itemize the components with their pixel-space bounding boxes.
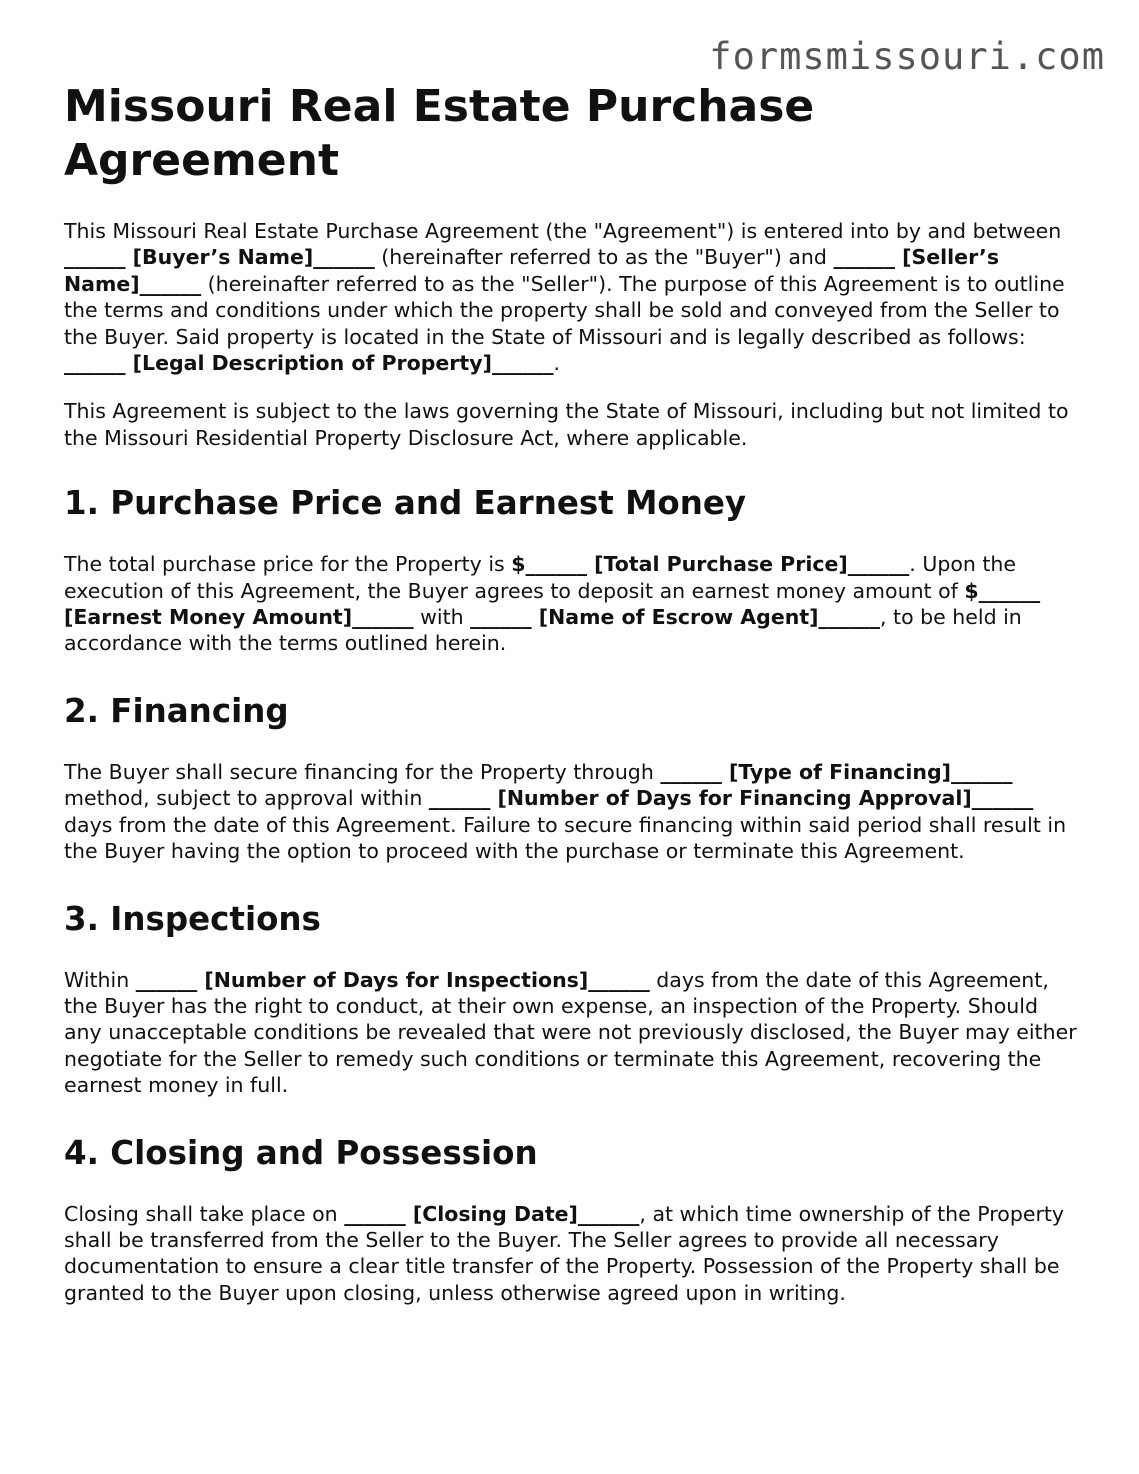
inspections-text-1: Within: [64, 967, 136, 992]
governing-law-paragraph: This Agreement is subject to the laws governing the State of Missouri, including but not limited to the Missouri Residential Property Disclosure Act, where applicable.: [64, 399, 1069, 450]
financing-text-3: days from the date of this Agreement. Failure to secure financing within said period shall result in the Buyer having the option to proceed with the purchase or terminate this Agreement.: [64, 812, 1067, 864]
legal-description-field: ______ [Legal Description of Property]______: [64, 351, 554, 376]
buyer-name-field: ______ [Buyer’s Name]______: [64, 245, 375, 270]
inspection-days-field: ______ [Number of Days for Inspections]______: [135, 967, 650, 992]
intro-paragraph: [64, 218, 1079, 376]
financing-type-field: ______ [Type of Financing]______: [660, 759, 1013, 784]
intro-text-2: (hereinafter referred to as the "Buyer") and: [374, 245, 834, 270]
purchase-text-4: , to be held in accordance with the terms outlined herein.: [64, 605, 1022, 656]
purchase-text-2: . Upon the execution of this Agreement, the Buyer agrees to deposit an earnest money amount of: [64, 552, 1017, 603]
section-heading-purchase: 1. Purchase Price and Earnest Money: [64, 484, 747, 523]
financing-paragraph: [64, 759, 1079, 865]
purchase-paragraph: [64, 551, 1079, 657]
financing-text-2: method, subject to approval within: [64, 786, 429, 811]
section-heading-inspections: 3. Inspections: [64, 899, 321, 938]
seller-name-field: ______ [Seller’s Name]______: [64, 245, 1000, 296]
intro-text-4: .: [553, 351, 560, 376]
closing-paragraph: [64, 1201, 1079, 1307]
inspections-paragraph: [64, 967, 1079, 1099]
section-heading-financing: 2. Financing: [64, 691, 289, 730]
escrow-agent-field: ______ [Name of Escrow Agent]______: [470, 605, 881, 630]
closing-date-field: ______ [Closing Date]______: [344, 1201, 640, 1226]
watermark: formsmissouri.com: [709, 35, 1105, 78]
closing-text-2: , at which time ownership of the Property shall be transferred from the Seller to the Buyer. The Seller agrees to provide all necessary documentation to ensure a clear title transfer of the Property. Possession of the Property shall be granted to the Buyer upon closing, unless otherwise agreed upon in writing.: [64, 1201, 1065, 1305]
purchase-text-1: The total purchase price for the Property is: [64, 552, 512, 577]
intro-text-3: (hereinafter referred to as the "Seller"). The purpose of this Agreement is to outline the terms and conditions under which the property shall be sold and conveyed from the Seller to the Buyer. Said property is located in the State of Missouri and is legally described as follows:: [64, 271, 1065, 349]
total-purchase-price-field: $______ [Total Purchase Price]______: [511, 552, 910, 577]
section-heading-closing: 4. Closing and Possession: [64, 1133, 538, 1172]
document-title: Missouri Real Estate Purchase Agreement: [64, 81, 815, 186]
closing-text-1: Closing shall take place on: [64, 1201, 345, 1226]
document-page: [64, 80, 1079, 1306]
intro-text-1: This Missouri Real Estate Purchase Agreement (the "Agreement") is entered into by and between: [64, 219, 1062, 243]
earnest-money-field: $______ [Earnest Money Amount]______: [64, 578, 1041, 630]
financing-text-1: The Buyer shall secure financing for the Property through: [64, 759, 661, 784]
financing-days-field: ______ [Number of Days for Financing Approval]______: [428, 786, 1034, 811]
purchase-text-3: with: [413, 605, 471, 630]
inspections-text-2: days from the date of this Agreement, the Buyer has the right to conduct, at their own expense, an inspection of the Property. Should any unacceptable conditions be revealed that were not previously disclosed, the Buyer may either negotiate for the Seller to remedy such conditions or terminate this Agreement, recovering the earnest money in full.: [64, 967, 1077, 1098]
